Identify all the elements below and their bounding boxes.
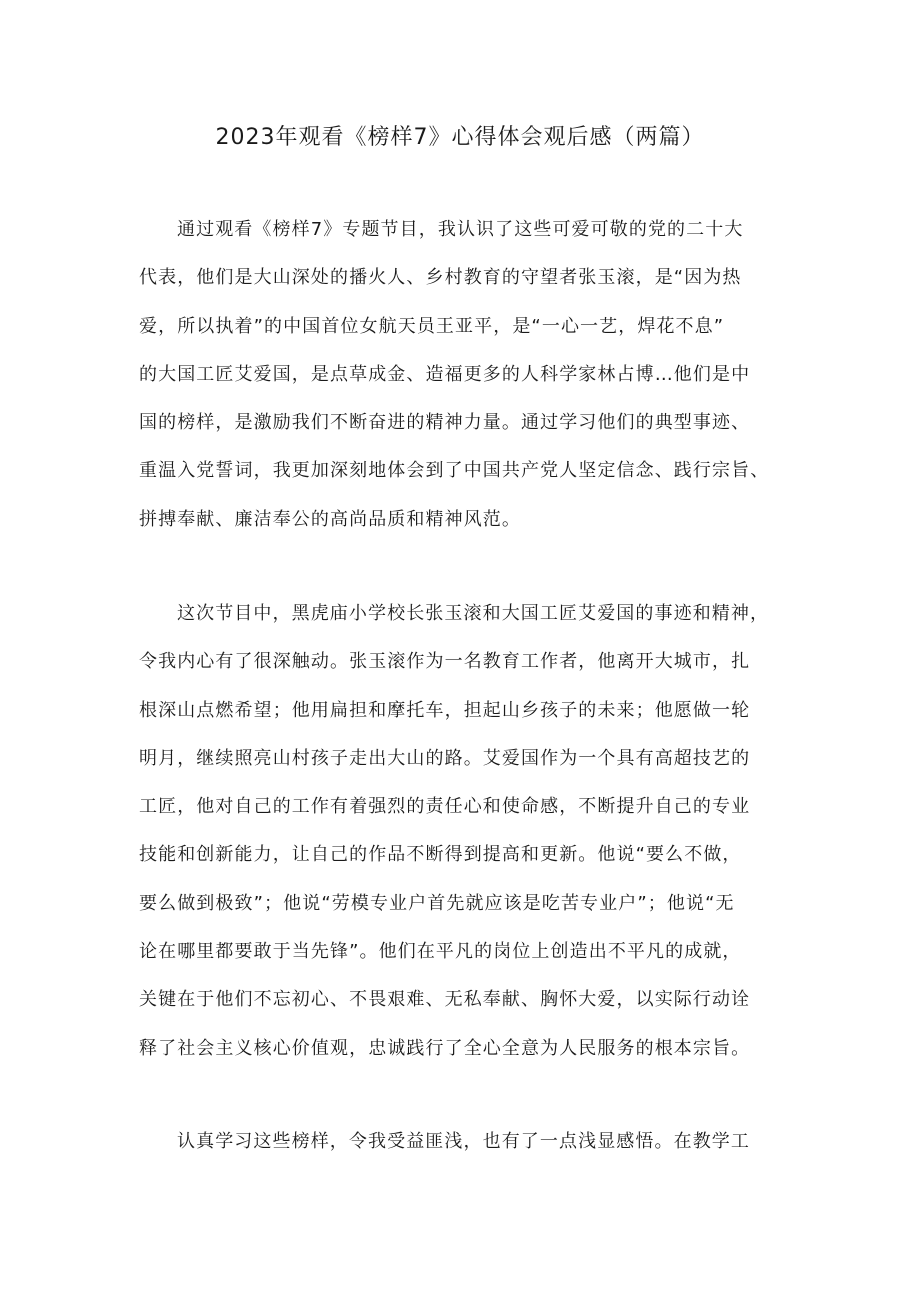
paragraph-line: 国的榜样，是激励我们不断奋进的精神力量。通过学习他们的典型事迹、 [139, 412, 751, 434]
paragraph-1 [139, 206, 804, 544]
paragraph-3 [139, 1118, 804, 1166]
paragraph-line: 重温入党誓词，我更加深刻地体会到了中国共产党人坚定信念、践行宗旨、 [139, 460, 770, 482]
paragraph-line: 释了社会主义核心价值观，忠诚践行了全心全意为人民服务的根本宗旨。 [139, 1037, 751, 1059]
paragraph-line: 关键在于他们不忘初心、不畏艰难、无私奉献、胸怀大爱，以实际行动诠 [139, 989, 751, 1011]
paragraph-line: 的大国工匠艾爱国，是点草成金、造福更多的人科学家林占博…他们是中 [139, 363, 751, 385]
paragraph-line: 要么做到极致”；他说“劳模专业户首先就应该是吃苦专业户”；他说“无 [139, 892, 735, 914]
paragraph-line: 拼搏奉献、廉洁奉公的高尚品质和精神风范。 [139, 508, 521, 530]
paragraph-2 [139, 590, 804, 1073]
paragraph-line: 明月，继续照亮山村孩子走出大山的路。艾爱国作为一个具有高超技艺的 [139, 747, 751, 769]
paragraph-line: 根深山点燃希望；他用扁担和摩托车，担起山乡孩子的未来；他愿做一轮 [139, 699, 751, 721]
paragraph-line: 令我内心有了很深触动。张玉滚作为一名教育工作者，他离开大城市，扎 [139, 651, 751, 673]
paragraph-line: 认真学习这些榜样，令我受益匪浅，也有了一点浅显感悟。在教学工 [177, 1131, 750, 1152]
paragraph-line: 技能和创新能力，让自己的作品不断得到提高和更新。他说“要么不做， [139, 844, 742, 866]
document-title: 2023年观看《榜样7》心得体会观后感（两篇） [215, 125, 705, 150]
paragraph-line: 论在哪里都要敢于当先锋”。他们在平凡的岗位上创造出不平凡的成就， [139, 941, 742, 963]
paragraph-line: 代表，他们是大山深处的播火人、乡村教育的守望者张玉滚，是“因为热 [139, 267, 742, 289]
paragraph-line: 这次节目中，黑虎庙小学校长张玉滚和大国工匠艾爱国的事迹和精神， [177, 603, 770, 624]
paragraph-line: 工匠，他对自己的工作有着强烈的责任心和使命感，不断提升自己的专业 [139, 796, 751, 818]
paragraph-line: 爱，所以执着”的中国首位女航天员王亚平，是“一心一艺，焊花不息” [139, 315, 725, 337]
paragraph-line: 通过观看《榜样7》专题节目，我认识了这些可爱可敬的党的二十大 [177, 219, 744, 240]
